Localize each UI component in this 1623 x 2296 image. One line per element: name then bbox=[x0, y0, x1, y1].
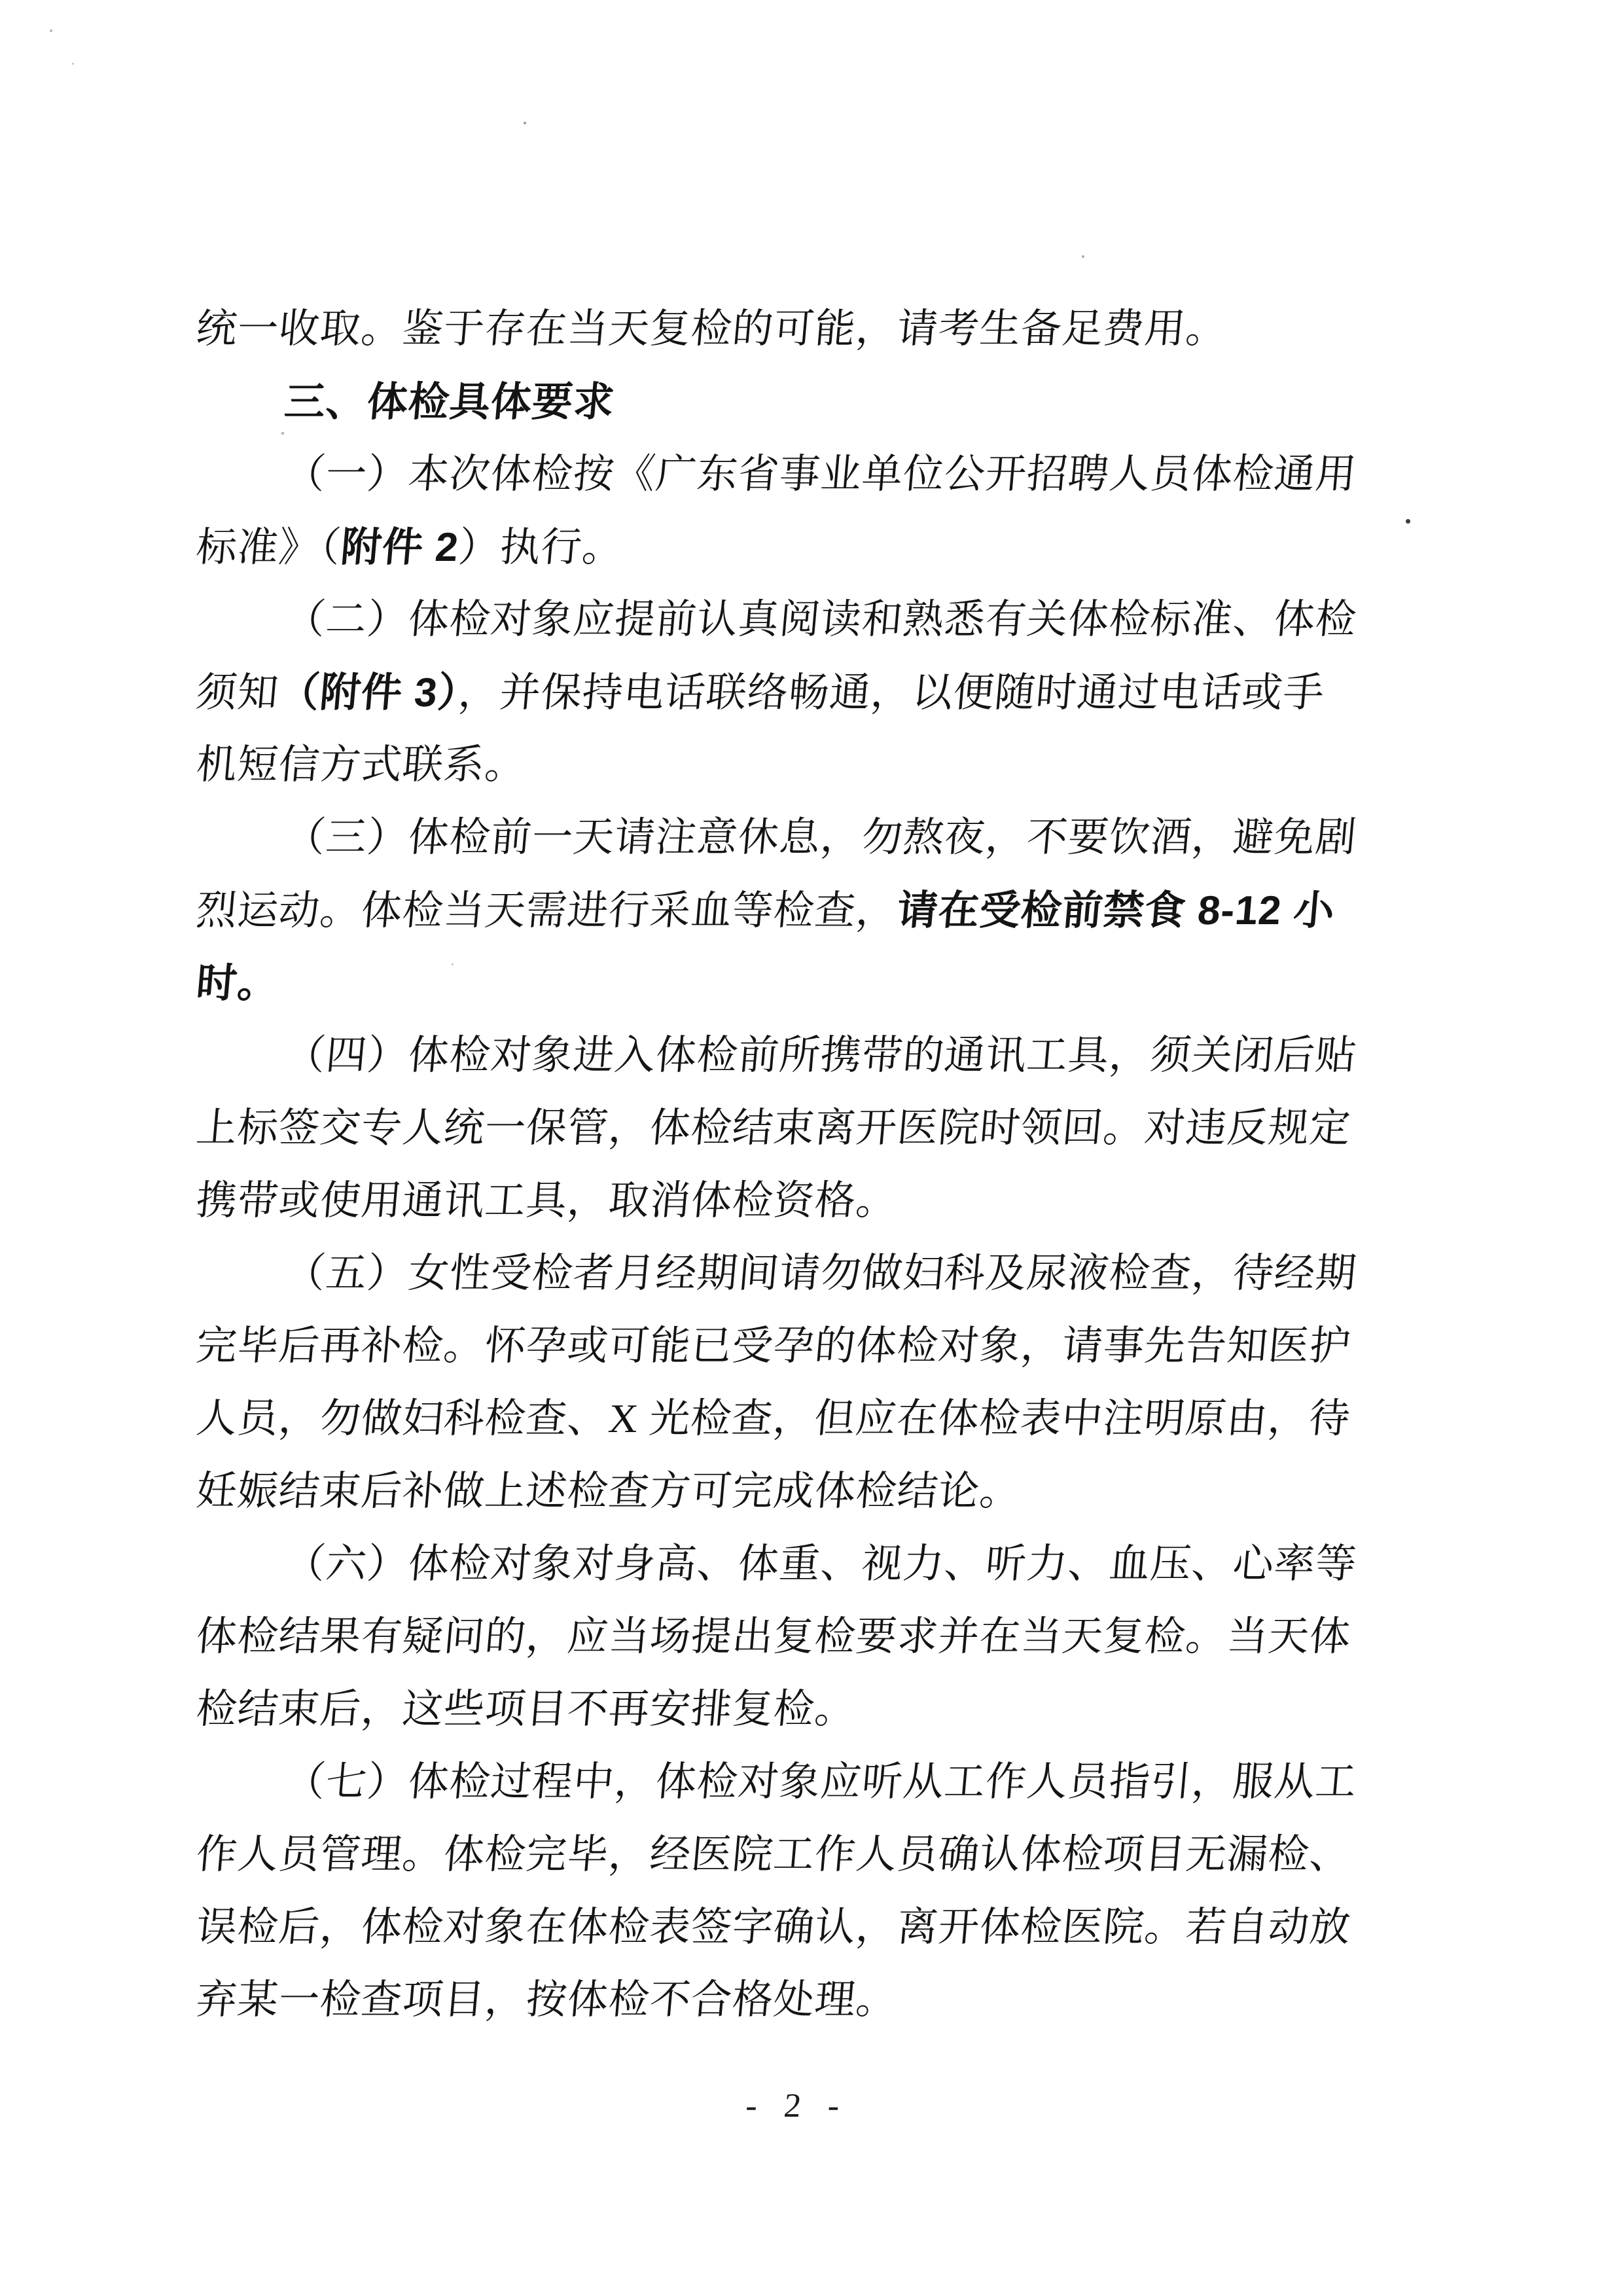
text-line bbox=[193, 1092, 1404, 1165]
text-line bbox=[193, 439, 1404, 511]
text-run: （一）本次体检按《广东省事业单位公开招聘人员体检通用 bbox=[283, 452, 1359, 497]
scan-speck bbox=[1082, 255, 1084, 258]
text-run: ）执行。 bbox=[456, 526, 626, 570]
bold-text-run: （附件 3） bbox=[276, 670, 461, 715]
text-line bbox=[193, 656, 1404, 729]
text-line bbox=[193, 1819, 1404, 1892]
text-run: ，并保持电话联络畅通，以便随时通过电话或手 bbox=[456, 671, 1327, 715]
text-line bbox=[193, 1238, 1404, 1310]
document-body bbox=[196, 293, 1400, 2037]
text-run: 妊娠结束后补做上述检查方可完成体检结论。 bbox=[194, 1469, 1024, 1514]
bold-text-run: 附件 2 bbox=[338, 525, 461, 570]
text-run: （三）体检前一天请注意休息，勿熬夜，不要饮酒，避免剧 bbox=[283, 816, 1359, 860]
text-run: （七）体检过程中，体检对象应听从工作人员指引，服从工 bbox=[283, 1760, 1359, 1804]
text-run: （二）体检对象应提前认真阅读和熟悉有关体检标准、体检 bbox=[283, 598, 1359, 642]
scan-speck bbox=[72, 63, 74, 65]
text-line bbox=[193, 1020, 1404, 1092]
text-run: （五）女性受检者月经期间请勿做妇科及尿液检查，待经期 bbox=[283, 1251, 1359, 1296]
text-run: 标准》（ bbox=[194, 526, 343, 570]
text-run: 须知 bbox=[194, 671, 281, 715]
text-line bbox=[193, 874, 1404, 947]
text-run: 体检结果有疑问的，应当场提出复检要求并在当天复检。当天体 bbox=[194, 1615, 1353, 1659]
text-line bbox=[193, 947, 1404, 1020]
text-run: 检结束后，这些项目不再安排复检。 bbox=[194, 1687, 859, 1732]
scan-speck bbox=[1406, 519, 1410, 524]
text-run: 机短信方式联系。 bbox=[194, 743, 529, 787]
text-line bbox=[193, 584, 1404, 656]
text-run: 作人员管理。体检完毕，经医院工作人员确认体检项目无漏检、 bbox=[194, 1833, 1353, 1877]
text-run: 人员，勿做妇科检查、X 光检查，但应在体检表中注明原由，待 bbox=[194, 1397, 1353, 1441]
text-line bbox=[193, 729, 1404, 802]
text-line bbox=[193, 1964, 1404, 2037]
bold-text-run: 时。 bbox=[194, 961, 281, 1006]
text-line bbox=[193, 366, 1404, 439]
text-line bbox=[193, 1746, 1404, 1819]
scan-speck bbox=[524, 122, 526, 124]
text-run: （六）体检对象对身高、体重、视力、听力、血压、心率等 bbox=[283, 1542, 1359, 1587]
text-run: 上标签交专人统一保管，体检结束离开医院时领回。对违反规定 bbox=[194, 1106, 1353, 1151]
bold-text-run: 三、体检具体要求 bbox=[282, 380, 617, 425]
text-run: 烈运动。体检当天需进行采血等检查， bbox=[194, 889, 899, 933]
text-run: 误检后，体检对象在体检表签字确认，离开体检医院。若自动放 bbox=[194, 1905, 1353, 1950]
text-line bbox=[193, 1601, 1404, 1674]
text-line bbox=[193, 1165, 1404, 1238]
text-run: 完毕后再补检。怀孕或可能已受孕的体检对象，请事先告知医护 bbox=[194, 1324, 1353, 1369]
scan-speck bbox=[50, 29, 52, 32]
text-line bbox=[193, 293, 1404, 366]
text-run: 弃某一检查项目，按体检不合格处理。 bbox=[194, 1978, 900, 2022]
text-line bbox=[193, 511, 1404, 584]
text-run: 统一收取。鉴于存在当天复检的可能，请考生备足费用。 bbox=[194, 307, 1230, 351]
text-line bbox=[193, 1310, 1404, 1383]
text-line bbox=[193, 802, 1404, 874]
text-line bbox=[193, 1674, 1404, 1746]
text-line bbox=[193, 1892, 1404, 1964]
page-number: - 2 - bbox=[744, 2087, 850, 2125]
text-line bbox=[193, 1456, 1404, 1528]
text-line bbox=[193, 1528, 1404, 1601]
text-line bbox=[193, 1383, 1404, 1456]
text-run: 携带或使用通讯工具，取消体检资格。 bbox=[194, 1179, 900, 1223]
bold-text-run: 请在受检前禁食 8-12 小 bbox=[895, 888, 1337, 933]
text-run: （四）体检对象进入体检前所携带的通讯工具，须关闭后贴 bbox=[283, 1033, 1359, 1078]
